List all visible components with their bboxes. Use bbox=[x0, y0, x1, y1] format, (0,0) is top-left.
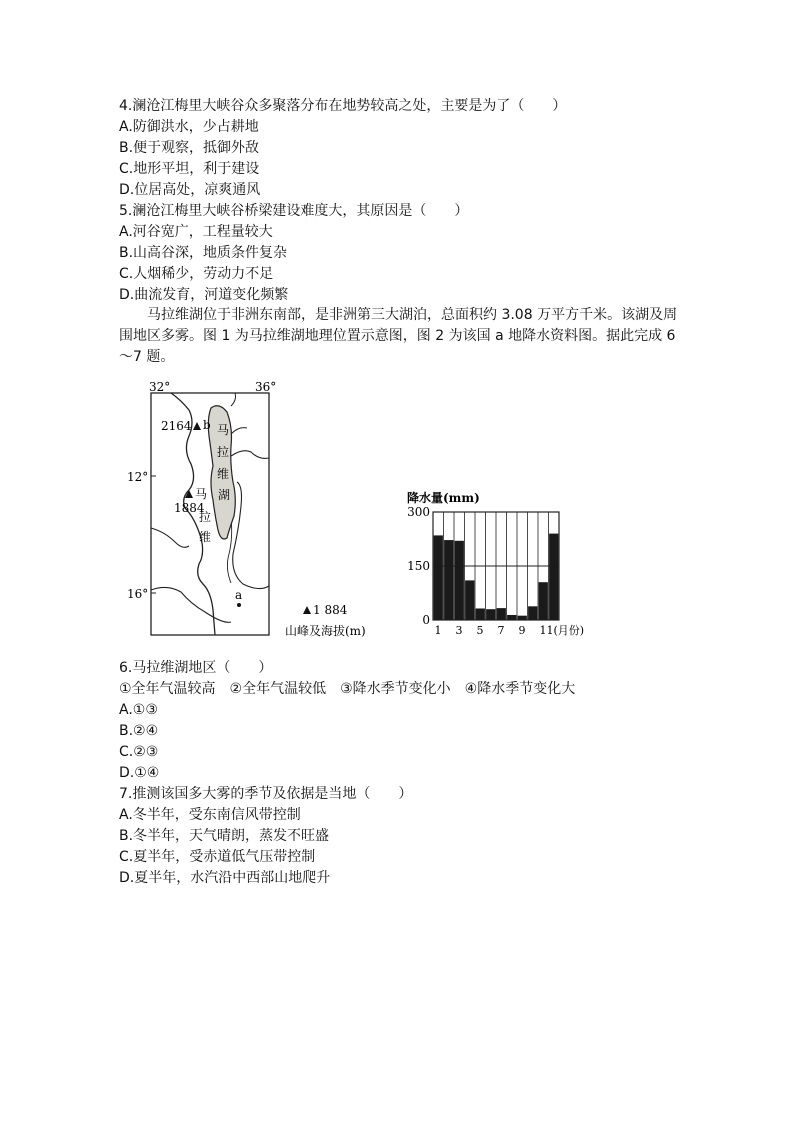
point-a-letter: a bbox=[235, 588, 243, 602]
country-char-2: 拉 bbox=[199, 510, 212, 524]
legend-peak-marker bbox=[303, 606, 311, 614]
country-char-1: 马 bbox=[195, 487, 208, 501]
precip-bar-month-9 bbox=[518, 616, 527, 620]
q4-option-a: A.防御洪水，少占耕地 bbox=[119, 119, 259, 135]
q7-option-c: C.夏半年，受赤道低气压带控制 bbox=[119, 849, 316, 865]
q7-option-b: B.冬半年，天气晴朗，蒸发不旺盛 bbox=[119, 828, 330, 844]
q6-statements: ①全年气温较高 ②全年气温较低 ③降水季节变化小 ④降水季节变化大 bbox=[119, 681, 576, 697]
q7-stem: 7.推测该国多大雾的季节及依据是当地（ ） bbox=[119, 786, 413, 802]
lat-label-12: 12° bbox=[127, 470, 149, 484]
lake-char-4: 湖 bbox=[218, 488, 231, 502]
x-tick-1: 1 bbox=[434, 624, 442, 637]
q6-option-b: B.②④ bbox=[119, 723, 159, 739]
lake-char-3: 维 bbox=[217, 467, 230, 481]
precip-bar-month-3 bbox=[455, 541, 464, 620]
precip-bar-month-5 bbox=[476, 608, 485, 620]
lon-label-32: 32° bbox=[149, 380, 171, 394]
precip-bar-month-4 bbox=[465, 580, 474, 620]
q6-option-c: C.②③ bbox=[119, 744, 159, 760]
q5-option-d: D.曲流发育，河道变化频繁 bbox=[119, 287, 289, 303]
lon-label-36: 36° bbox=[255, 380, 277, 394]
q6-option-d: D.①④ bbox=[119, 765, 160, 781]
q6-stem: 6.马拉维湖地区（ ） bbox=[119, 660, 273, 676]
chart-y-axis-title: 降水量(mm) bbox=[407, 491, 480, 505]
precip-bar-month-1 bbox=[434, 535, 443, 620]
peak-b-elevation: 2164 bbox=[161, 419, 192, 433]
legend-value: 1 884 bbox=[313, 603, 348, 617]
figure-area bbox=[119, 378, 603, 646]
precip-bar-month-2 bbox=[444, 540, 453, 620]
q7-option-a: A.冬半年，受东南信风带控制 bbox=[119, 807, 301, 823]
point-a-marker bbox=[237, 603, 241, 607]
q5-option-c: C.人烟稀少，劳动力不足 bbox=[119, 266, 274, 282]
location-map bbox=[127, 380, 276, 635]
precipitation-chart bbox=[407, 490, 584, 637]
q5-option-b: B.山高谷深，地质条件复杂 bbox=[119, 245, 288, 261]
x-tick-3: 3 bbox=[455, 624, 463, 637]
q4-option-d: D.位居高处，凉爽通风 bbox=[119, 182, 261, 198]
x-tick-9: 9 bbox=[518, 624, 526, 637]
q4-option-c: C.地形平坦，利于建设 bbox=[119, 161, 260, 177]
x-tick-11-month: 11(月份) bbox=[539, 624, 585, 637]
q7-option-d: D.夏半年，水汽沿中西部山地爬升 bbox=[119, 870, 331, 886]
precip-bar-month-10 bbox=[528, 606, 537, 620]
country-char-3: 维 bbox=[199, 530, 212, 544]
q4-stem: 4.澜沧江梅里大峡谷众多聚落分布在地势较高之处，主要是为了（ ） bbox=[119, 98, 567, 114]
y-tick-300: 300 bbox=[407, 505, 430, 519]
precip-bar-month-6 bbox=[486, 609, 495, 620]
y-tick-0: 0 bbox=[422, 613, 430, 627]
q5-stem: 5.澜沧江梅里大峡谷桥梁建设难度大，其原因是（ ） bbox=[119, 203, 469, 219]
y-tick-150: 150 bbox=[407, 559, 430, 573]
q6-option-a: A.①③ bbox=[119, 702, 158, 718]
peak-1884-elevation: 1884 bbox=[174, 501, 205, 515]
precip-bar-month-12 bbox=[549, 534, 558, 620]
precip-bar-month-11 bbox=[539, 582, 548, 620]
lake-char-1: 马 bbox=[217, 423, 230, 437]
lat-label-16: 16° bbox=[127, 587, 149, 601]
figure-svg bbox=[119, 378, 603, 646]
x-tick-5: 5 bbox=[476, 624, 484, 637]
q4-option-b: B.便于观察，抵御外敌 bbox=[119, 140, 260, 156]
passage-paragraph: 马拉维湖位于非洲东南部，是非洲第三大湖泊，总面积约 3.08 万平方千米。该湖及周围地区多雾。图 1 为马拉维湖地理位置示意图，图 2 为该国 a 地降水资料图。据此完成 6～7 题。 bbox=[119, 307, 678, 365]
q5-option-a: A.河谷宽广，工程量较大 bbox=[119, 224, 273, 240]
legend-label: 山峰及海拔(m) bbox=[285, 624, 366, 638]
lake-char-2: 拉 bbox=[217, 445, 230, 459]
peak-b-letter: b bbox=[203, 418, 211, 432]
map-legend bbox=[285, 603, 366, 638]
x-tick-7: 7 bbox=[497, 624, 505, 637]
precip-bar-month-7 bbox=[497, 608, 506, 620]
precip-bar-month-8 bbox=[507, 615, 516, 620]
